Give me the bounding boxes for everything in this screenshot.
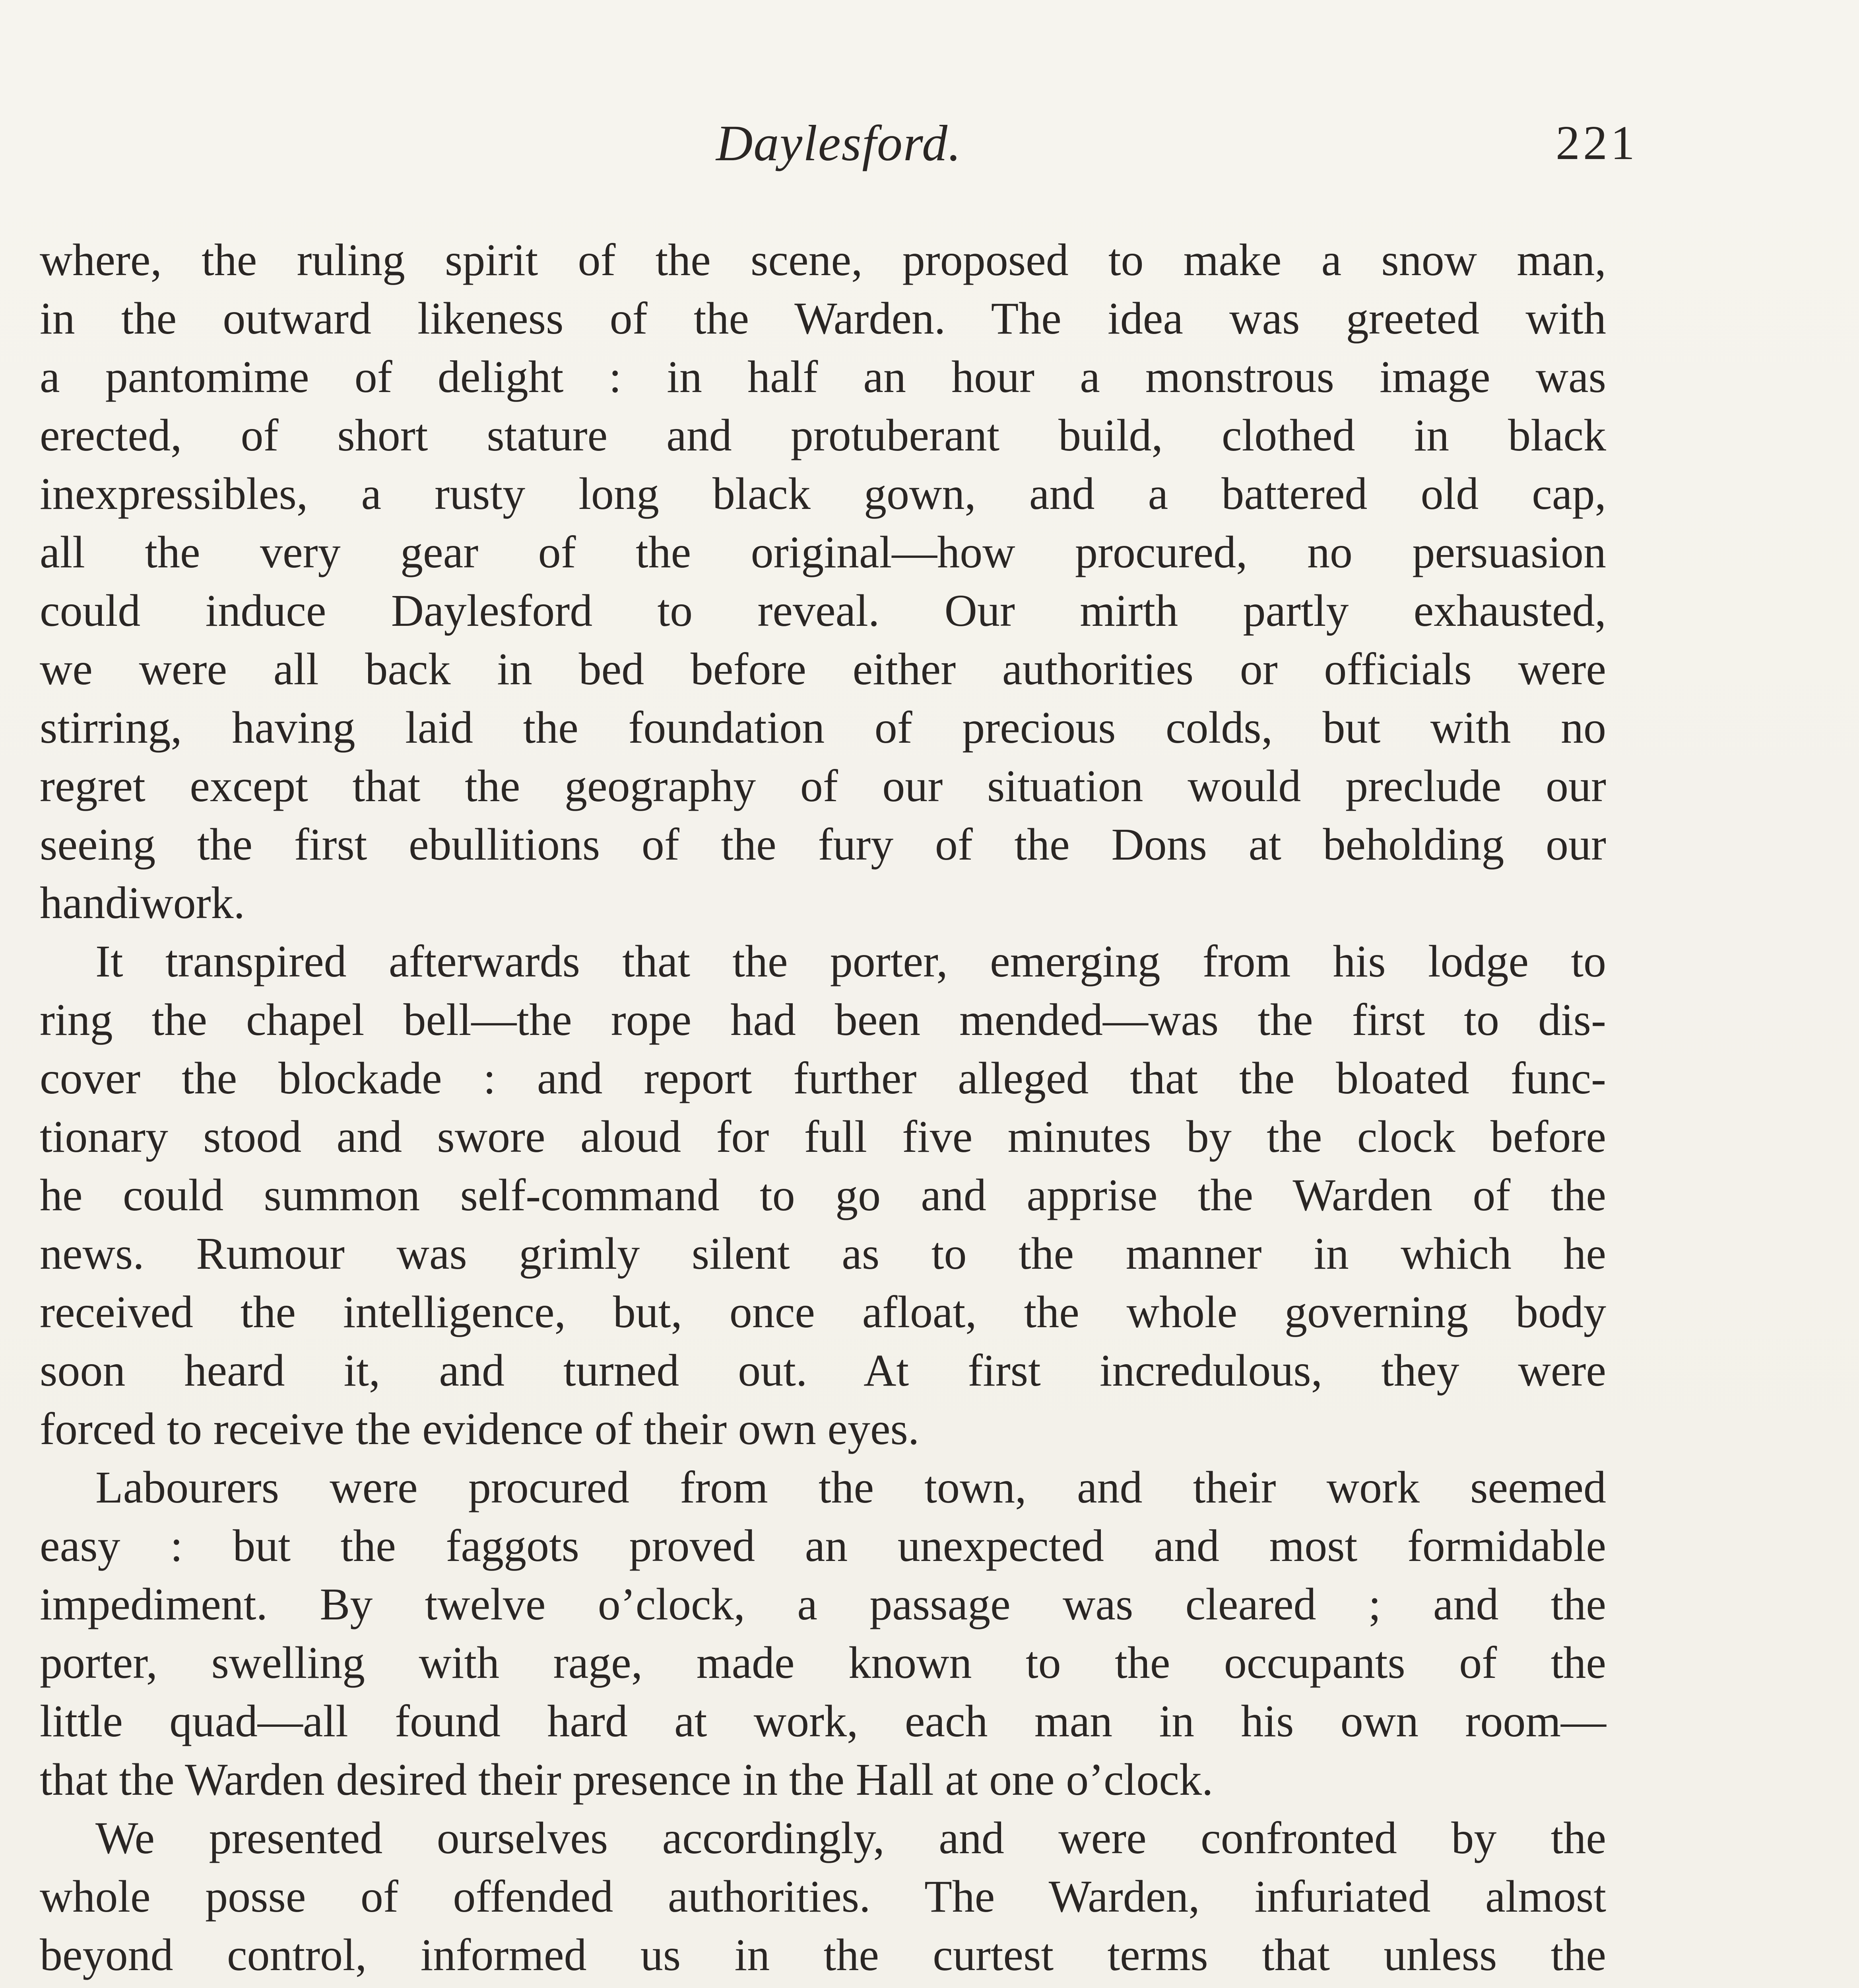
text-line: could induce Daylesford to reveal. Our mirth partly exhausted,	[40, 585, 1606, 636]
text-line: porter, swelling with rage, made known to the occupants of the	[40, 1637, 1606, 1688]
page-number: 221	[1556, 116, 1638, 170]
text-line: ring the chapel bell—the rope had been mended—was the first to dis-	[40, 994, 1606, 1045]
text-line: regret except that the geography of our situation would preclude our	[40, 761, 1606, 811]
text-line: easy : but the faggots proved an unexpected and most formidable	[40, 1520, 1606, 1571]
text-line: little quad—all found hard at work, each man in his own room—	[40, 1696, 1606, 1746]
text-line: in the outward likeness of the Warden. The idea was greeted with	[40, 293, 1606, 344]
text-line: inexpressibles, a rusty long black gown, and a battered old cap,	[40, 468, 1606, 519]
text-line: news. Rumour was grimly silent as to the manner in which he	[40, 1228, 1606, 1279]
page-header	[40, 115, 1638, 171]
paragraph-first-line: Labourers were procured from the town, and their work seemed	[95, 1462, 1606, 1512]
text-line: forced to receive the evidence of their own eyes.	[40, 1404, 920, 1454]
text-line: seeing the first ebullitions of the fury of the Dons at beholding our	[40, 819, 1606, 870]
text-line: whole posse of offended authorities. The Warden, infuriated almost	[40, 1871, 1606, 1922]
text-line: cover the blockade : and report further alleged that the bloated func-	[40, 1053, 1606, 1103]
text-line: a pantomime of delight : in half an hour a monstrous image was	[40, 351, 1606, 402]
text-line: all the very gear of the original—how procured, no persuasion	[40, 527, 1606, 577]
paragraph-first-line: It transpired afterwards that the porter, emerging from his lodge to	[95, 936, 1606, 986]
running-head: Daylesford.	[716, 115, 962, 171]
text-line: tionary stood and swore aloud for full five minutes by the clock before	[40, 1111, 1606, 1162]
text-line: where, the ruling spirit of the scene, proposed to make a snow man,	[40, 235, 1606, 285]
text-line: handiwork.	[40, 878, 245, 928]
text-line	[40, 1984, 1606, 1988]
text-line: that the Warden desired their presence in the Hall at one o’clock.	[40, 1754, 1213, 1805]
text-line: impediment. By twelve o’clock, a passage was cleared ; and the	[40, 1579, 1606, 1629]
text-line: soon heard it, and turned out. At first incredulous, they were	[40, 1345, 1606, 1396]
body-text	[40, 231, 1606, 1988]
text-line: he could summon self-command to go and apprise the Warden of the	[40, 1170, 1606, 1220]
paragraph-first-line: We presented ourselves accordingly, and were confronted by the	[95, 1813, 1606, 1863]
text-line: erected, of short stature and protuberant build, clothed in black	[40, 410, 1606, 460]
text-line: beyond control, informed us in the curtest terms that unless the	[40, 1930, 1606, 1980]
text-line: stirring, having laid the foundation of precious colds, but with no	[40, 702, 1606, 753]
text-line: we were all back in bed before either authorities or officials were	[40, 644, 1606, 694]
text-line: received the intelligence, but, once afloat, the whole governing body	[40, 1287, 1606, 1337]
